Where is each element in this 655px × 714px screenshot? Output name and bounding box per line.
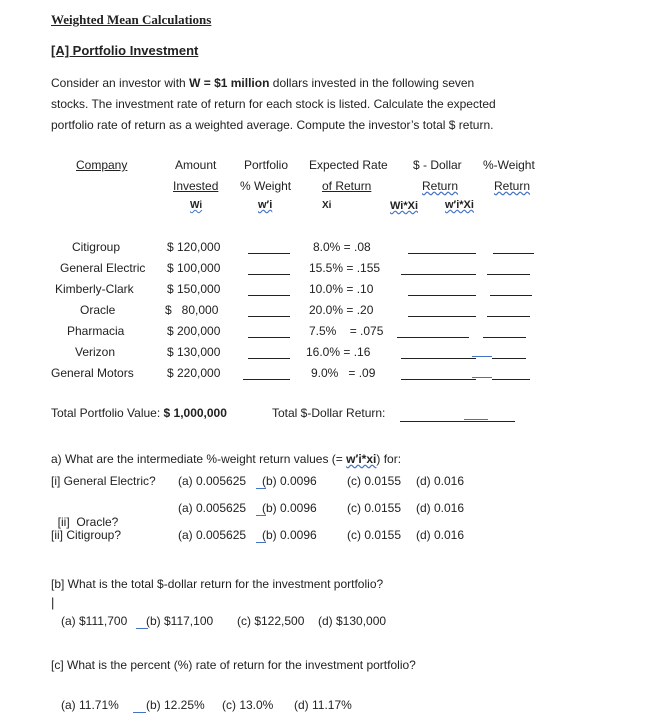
- blank-weight-return[interactable]: [493, 253, 534, 254]
- option[interactable]: (c) 13.0%: [222, 698, 274, 712]
- text-cursor: |: [51, 595, 55, 610]
- row-company: Oracle: [80, 303, 116, 317]
- blank-weight[interactable]: [248, 295, 290, 296]
- option[interactable]: (c) 0.0155: [347, 528, 402, 542]
- row-rate: 8.0% = .08: [313, 240, 371, 254]
- blank-dollar-return[interactable]: [397, 337, 469, 338]
- blank-dollar-return[interactable]: [401, 379, 476, 380]
- option[interactable]: (b) 0.0096: [262, 528, 317, 542]
- blank-dollar-return[interactable]: [401, 274, 476, 275]
- blank-dollar-return[interactable]: [408, 295, 476, 296]
- total-return-label: Total $-Dollar Return:: [272, 406, 386, 420]
- intro-line-1: [51, 76, 474, 90]
- blank-mark: [472, 377, 492, 378]
- row-company: General Motors: [51, 366, 134, 380]
- total-portfolio-label: Total Portfolio Value:: [51, 406, 164, 420]
- row-rate: 9.0% = .09: [311, 366, 376, 380]
- intro-line-3: portfolio rate of return as a weighted average. Compute the investor’s total $ return.: [51, 118, 494, 132]
- option[interactable]: (c) 0.0155: [347, 474, 402, 488]
- header-expected-rate: Expected Rate: [309, 158, 388, 172]
- header-wprime: w′i: [258, 199, 273, 211]
- blank-weight[interactable]: [248, 274, 290, 275]
- row-amount: $ 150,000: [167, 282, 221, 296]
- amount-highlight: = $1 million: [200, 76, 270, 90]
- row-rate: 7.5% = .075: [309, 324, 384, 338]
- question-b-prompt: [b] What is the total $-dollar return for the investment portfolio?: [51, 577, 384, 591]
- blank-mark: [472, 356, 492, 357]
- header-dollar: $ - Dollar: [413, 158, 462, 172]
- blank-total-return[interactable]: [400, 421, 515, 422]
- question-c-prompt: [c] What is the percent (%) rate of return for the investment portfolio?: [51, 658, 416, 672]
- option[interactable]: (d) 11.17%: [294, 698, 352, 712]
- section-heading: [51, 43, 198, 58]
- blank-mark: [464, 419, 488, 420]
- question-a-symbol: w′i*xi: [346, 452, 377, 466]
- item-label: [ii] Oracle?: [57, 515, 119, 529]
- header-dollar-return: Return: [422, 179, 459, 193]
- header-invested: Invested: [173, 179, 219, 193]
- blank-weight[interactable]: [243, 379, 290, 380]
- blank-mark: [256, 542, 266, 543]
- blank-weight[interactable]: [248, 358, 290, 359]
- question-a-item: [51, 528, 121, 542]
- blank-weight-return[interactable]: [492, 379, 530, 380]
- option[interactable]: (d) 0.016: [416, 501, 465, 515]
- blank-weight-return[interactable]: [487, 316, 530, 317]
- row-company: Verizon: [75, 345, 116, 359]
- page-title: Weighted Mean Calculations: [51, 12, 212, 27]
- blank-dollar-return[interactable]: [401, 358, 476, 359]
- section-heading-text: [A] Portfolio Investment: [51, 43, 199, 58]
- blank-weight-return[interactable]: [492, 358, 526, 359]
- question-a-text: a) What are the intermediate %-weight return values (=: [51, 452, 347, 466]
- blank-weight[interactable]: [248, 253, 290, 254]
- row-company: Citigroup: [71, 240, 120, 254]
- option[interactable]: (a) $111,700: [61, 614, 128, 628]
- row-rate: 16.0% = .16: [306, 345, 371, 359]
- blank-dollar-return[interactable]: [408, 316, 476, 317]
- blank-mark: [133, 712, 146, 713]
- intro-line-2: stocks. The investment rate of return for each stock is listed. Calculate the expected: [51, 97, 496, 111]
- header-wpxi: w′i*Xi: [445, 199, 474, 211]
- blank-mark: [256, 515, 266, 516]
- blank-dollar-return[interactable]: [408, 253, 476, 254]
- intro-text: dollars invested in the following seven: [269, 76, 475, 90]
- row-company: Pharmacia: [67, 324, 125, 338]
- option[interactable]: (d) 0.016: [416, 528, 465, 542]
- option[interactable]: (b) 0.0096: [262, 474, 317, 488]
- item-label: [i] General Electric?: [51, 474, 156, 488]
- item-label: [ii] Citigroup?: [51, 528, 122, 542]
- row-amount: $ 120,000: [167, 240, 221, 254]
- total-portfolio-line: [51, 406, 227, 420]
- blank-weight[interactable]: [248, 337, 290, 338]
- row-rate: 20.0% = .20: [309, 303, 374, 317]
- header-xi: Xi: [322, 200, 332, 211]
- blank-mark: [256, 488, 266, 489]
- blank-weight-return[interactable]: [487, 274, 530, 275]
- option[interactable]: (b) $117,100: [146, 614, 214, 628]
- row-company: Kimberly-Clark: [55, 282, 134, 296]
- intro-text: Consider an investor with: [51, 76, 190, 90]
- blank-weight-return[interactable]: [483, 337, 526, 338]
- option[interactable]: (d) $130,000: [318, 614, 387, 628]
- row-amount: $ 100,000: [167, 261, 221, 275]
- row-company: General Electric: [60, 261, 146, 275]
- header-amount: Amount: [175, 158, 217, 172]
- question-a-text: ) for:: [376, 452, 402, 466]
- header-portfolio: Portfolio: [244, 158, 289, 172]
- header-pct-return: Return: [494, 179, 531, 193]
- row-rate: 10.0% = .10: [309, 282, 374, 296]
- blank-weight[interactable]: [248, 316, 290, 317]
- blank-mark: [136, 628, 148, 629]
- option[interactable]: (c) $122,500: [237, 614, 305, 628]
- header-wi: Wi: [190, 200, 203, 211]
- option[interactable]: (b) 0.0096: [262, 501, 317, 515]
- w-symbol: W: [189, 76, 201, 90]
- row-amount: $ 130,000: [167, 345, 221, 359]
- row-rate: 15.5% = .155: [309, 261, 381, 275]
- option[interactable]: (d) 0.016: [416, 474, 465, 488]
- option[interactable]: (b) 12.25%: [146, 698, 205, 712]
- option[interactable]: (a) 0.005625: [178, 501, 247, 515]
- header-pct-weight-2: %-Weight: [483, 158, 535, 172]
- row-amount: $ 200,000: [167, 324, 221, 338]
- question-a-prompt: [51, 452, 401, 466]
- header-wixi: Wi*Xi: [390, 200, 419, 212]
- question-a-item: [51, 474, 156, 488]
- header-company: Company: [76, 158, 128, 172]
- total-portfolio-value: $ 1,000,000: [163, 406, 227, 420]
- header-of-return: of Return: [322, 179, 372, 193]
- row-amount: $ 80,000: [165, 303, 219, 317]
- option[interactable]: (a) 11.71%: [61, 698, 119, 712]
- header-pct-weight: % Weight: [240, 179, 292, 193]
- row-amount: $ 220,000: [167, 366, 221, 380]
- blank-weight-return[interactable]: [490, 295, 532, 296]
- option[interactable]: (c) 0.0155: [347, 501, 402, 515]
- option[interactable]: (a) 0.005625: [178, 474, 247, 488]
- question-a-item: [51, 501, 118, 529]
- option[interactable]: (a) 0.005625: [178, 528, 247, 542]
